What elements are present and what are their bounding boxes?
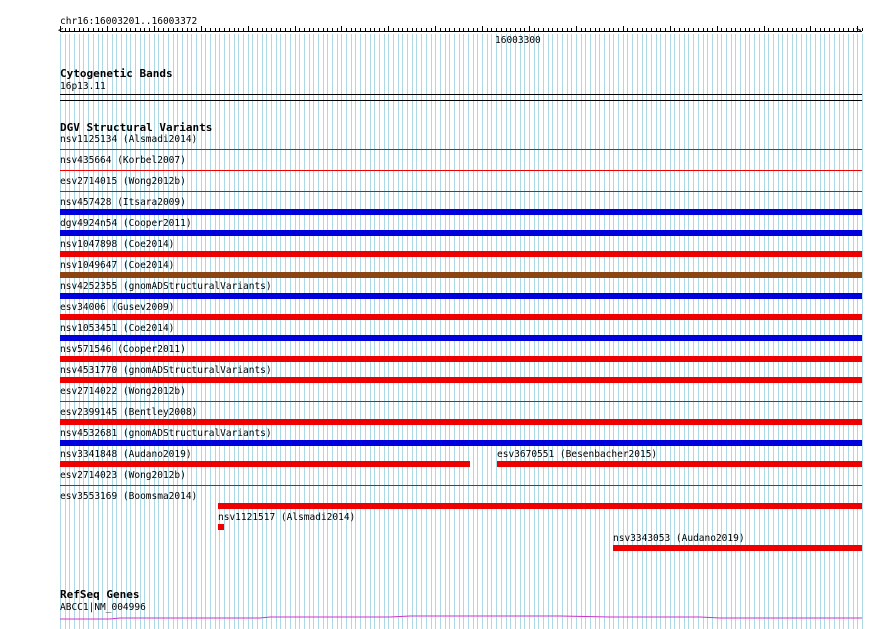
dgv-variant-label[interactable]: esv2714023 (Wong2012b)	[60, 470, 186, 481]
dgv-variant-label[interactable]: esv3553169 (Boomsma2014)	[60, 491, 198, 502]
dgv-variant-bar[interactable]	[60, 230, 862, 236]
dgv-variant-bar[interactable]	[497, 461, 862, 467]
dgv-variant-label[interactable]: nsv4252355 (gnomADStructuralVariants)	[60, 281, 272, 292]
dgv-variant-line[interactable]	[60, 191, 862, 192]
dgv-variant-label[interactable]: nsv1049647 (Coe2014)	[60, 260, 175, 271]
dgv-variant-bar[interactable]	[60, 440, 862, 446]
cytoband-track-title[interactable]: Cytogenetic Bands	[60, 67, 173, 80]
dgv-variant-label[interactable]: esv3670551 (Besenbacher2015)	[497, 449, 658, 460]
dgv-variant-bar[interactable]	[60, 461, 470, 467]
refseq-gene-label[interactable]: ABCC1|NM_004996	[60, 602, 146, 613]
dgv-variant-label[interactable]: esv2714015 (Wong2012b)	[60, 176, 186, 187]
dgv-variant-label[interactable]: nsv3341848 (Audano2019)	[60, 449, 192, 460]
dgv-variant-label[interactable]: esv34006 (Gusev2009)	[60, 302, 175, 313]
dgv-variant-bar[interactable]	[613, 545, 862, 551]
dgv-variant-bar[interactable]	[60, 272, 862, 278]
dgv-variant-label[interactable]: nsv1125134 (Alsmadi2014)	[60, 134, 198, 145]
dgv-variant-bar[interactable]	[60, 251, 862, 257]
dgv-variant-bar[interactable]	[60, 377, 862, 383]
cytoband-label: 16p13.11	[60, 81, 106, 92]
dgv-variant-bar[interactable]	[60, 293, 862, 299]
ruler-left-arrow-icon: <	[58, 26, 64, 36]
dgv-variant-label[interactable]: dgv4924n54 (Cooper2011)	[60, 218, 192, 229]
dgv-variant-bar[interactable]	[218, 503, 862, 509]
dgv-variant-line[interactable]	[60, 149, 862, 150]
dgv-variant-bar[interactable]	[60, 209, 862, 215]
dgv-variant-label[interactable]: esv2714022 (Wong2012b)	[60, 386, 186, 397]
cytoband-separator	[60, 100, 862, 101]
dgv-track-title[interactable]: DGV Structural Variants	[60, 121, 213, 134]
dgv-variant-bar[interactable]	[60, 335, 862, 341]
dgv-variant-label[interactable]: nsv457428 (Itsara2009)	[60, 197, 186, 208]
ruler-axis	[60, 31, 862, 32]
dgv-variant-label[interactable]: nsv4532681 (gnomADStructuralVariants)	[60, 428, 272, 439]
dgv-variant-bar[interactable]	[60, 356, 862, 362]
dgv-variant-line[interactable]	[60, 401, 862, 402]
ruler-location: chr16:16003201..16003372	[60, 16, 198, 27]
refseq-gene-line[interactable]	[60, 610, 862, 622]
dgv-variant-line[interactable]	[60, 170, 862, 171]
dgv-variant-label[interactable]: nsv435664 (Korbel2007)	[60, 155, 186, 166]
dgv-variant-line[interactable]	[60, 485, 862, 486]
dgv-variant-label[interactable]: nsv571546 (Cooper2011)	[60, 344, 186, 355]
dgv-variant-label[interactable]: nsv1121517 (Alsmadi2014)	[218, 512, 356, 523]
dgv-variant-label[interactable]: nsv1053451 (Coe2014)	[60, 323, 175, 334]
ruler-tick-label: 16003300	[495, 35, 541, 46]
dgv-variant-bar[interactable]	[60, 419, 862, 425]
dgv-variant-label[interactable]: esv2399145 (Bentley2008)	[60, 407, 198, 418]
refseq-track-title[interactable]: RefSeq Genes	[60, 588, 140, 601]
dgv-variant-bar[interactable]	[60, 314, 862, 320]
dgv-variant-bar[interactable]	[218, 524, 224, 530]
ruler-right-arrow-icon: >	[856, 26, 862, 36]
dgv-variant-label[interactable]: nsv1047898 (Coe2014)	[60, 239, 175, 250]
dgv-variant-label[interactable]: nsv3343053 (Audano2019)	[613, 533, 745, 544]
dgv-variant-label[interactable]: nsv4531770 (gnomADStructuralVariants)	[60, 365, 272, 376]
cytoband-line[interactable]	[60, 94, 862, 95]
